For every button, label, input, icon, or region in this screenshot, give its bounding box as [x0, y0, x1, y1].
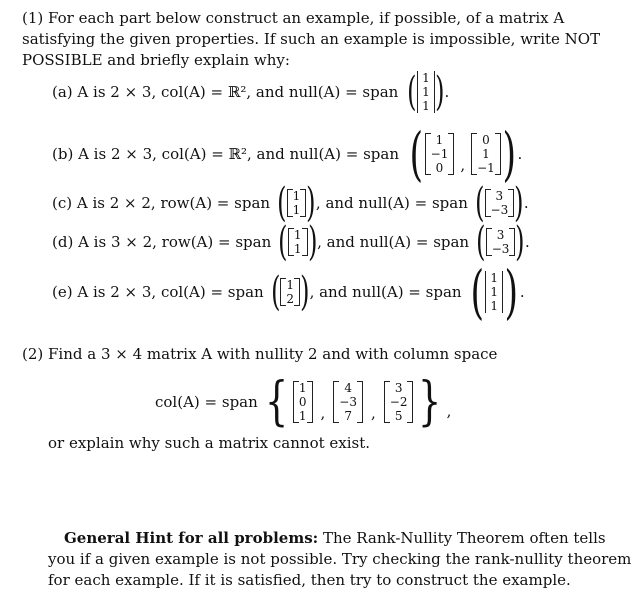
part-d-mid: , and null(A) = span — [317, 233, 470, 251]
hint-text: The Rank-Nullity Theorem often tells you if a given example is not possible. Try checking the rank-nullity theorem for each example. If it is satisfied, then try to construct the example. — [48, 529, 632, 589]
part-c-text: (c) A is 2 × 2, row(A) = span — [52, 194, 271, 212]
hint-label: General Hint for all problems: — [64, 529, 319, 547]
problem-2-colspace: col(A) = span { 1 0 1 , 4 −3 7 , 3 −2 5 } , — [155, 372, 452, 432]
general-hint — [48, 528, 633, 591]
problem-1-intro: (1) For each part below construct an example, if possible, of a matrix A satisfying the given properties. If such an example is impossible, write NOT POSSIBLE and briefly explain why: — [22, 9, 601, 69]
part-c-mid: , and null(A) = span — [315, 194, 468, 212]
part-c: (c) A is 2 × 2, row(A) = span ( 1 1 ) , and null(A) = span ( 3 −3 ) . — [52, 180, 529, 226]
part-c-null-vector: 3 −3 — [485, 189, 515, 217]
part-e-col-vector: 1 2 — [280, 278, 300, 306]
part-c-row-vector: 1 1 — [287, 189, 307, 217]
part-a: (a) A is 2 × 3, col(A) = ℝ², and null(A) = span ( 1 1 1 ) . — [52, 69, 450, 115]
part-e-null-vector: 1 1 1 — [485, 271, 503, 313]
problem-2-outro: or explain why such a matrix cannot exist. — [48, 434, 371, 452]
problem-2-vector-3: 3 −2 5 — [384, 381, 414, 423]
problem-2-vector-2: 4 −3 7 — [333, 381, 363, 423]
part-d-null-vector: 3 −3 — [486, 228, 516, 256]
problem-2-vector-1: 1 0 1 — [293, 381, 313, 423]
part-a-null-vector: 1 1 1 — [417, 71, 435, 113]
part-b-null-vector-2: 0 1 −1 — [471, 133, 501, 175]
part-e: (e) A is 2 × 3, col(A) = span ( 1 2 ) , and null(A) = span ( 1 1 1 ) . — [52, 258, 525, 326]
part-d-row-vector: 1 1 — [288, 228, 308, 256]
part-d: (d) A is 3 × 2, row(A) = span ( 1 1 ) , and null(A) = span ( 3 −3 ) . — [52, 219, 530, 265]
part-e-mid: , and null(A) = span — [309, 283, 462, 301]
part-d-text: (d) A is 3 × 2, row(A) = span — [52, 233, 272, 251]
part-a-text: (a) A is 2 × 3, col(A) = ℝ², and null(A) = span — [52, 83, 399, 101]
problem-2-lhs: col(A) = span — [155, 393, 258, 411]
part-b-text: (b) A is 2 × 3, col(A) = ℝ², and null(A) = span — [52, 145, 399, 163]
part-e-text: (e) A is 2 × 3, col(A) = span — [52, 283, 264, 301]
problem-2-intro: (2) Find a 3 × 4 matrix A with nullity 2 and with column space — [22, 345, 498, 363]
part-b-null-vector-1: 1 −1 0 — [425, 133, 455, 175]
part-b: (b) A is 2 × 3, col(A) = ℝ², and null(A) = span ( 1 −1 0 , 0 1 −1 ) . — [52, 120, 523, 188]
